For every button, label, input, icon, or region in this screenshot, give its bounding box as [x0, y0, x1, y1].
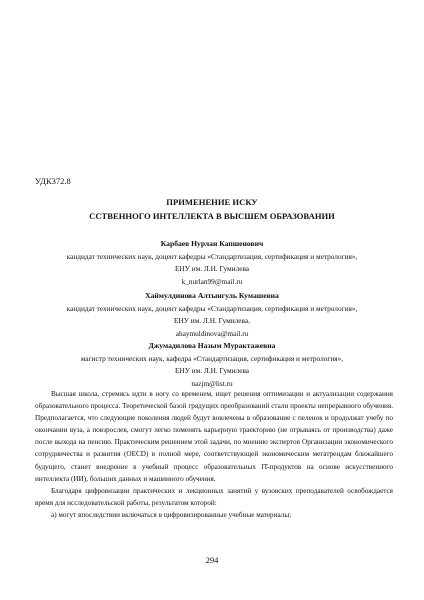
page-number: 294: [205, 555, 219, 565]
author-name: Джумадилова Назым Мурактажевна: [148, 341, 276, 350]
article-body: [35, 388, 393, 521]
author-affiliation: ЕНУ им. Л.Н. Гумилева,: [174, 316, 250, 325]
list-item: а) могут впоследствии включаться в цифровизированные учебные материалы;: [51, 510, 292, 519]
body-paragraph: Благодаря цифровизации практических и лекционных занятий у вузовских преподавателей освобождается время для исследовательской работы, результатом которой:: [35, 486, 393, 507]
author-email: nazjm@list.ru: [191, 378, 233, 388]
author-email: ahaymuldinova@mail.ru: [175, 328, 249, 338]
author-position: кандидат технических наук, доцент кафедры «Стандартизация, сертификация и метрология»,: [66, 251, 358, 261]
author-affiliation: ЕНУ им. Л.Н. Гумилева: [174, 366, 250, 375]
udk-code: УДК372.8: [35, 176, 71, 186]
author-affiliation: ЕНУ им. Л.Н. Гумилева: [174, 264, 250, 273]
title-line-2: ССТВЕННОГО ИНТЕЛЛЕКТА В ВЫСШЕМ ОБРАЗОВАНИИ: [89, 211, 335, 221]
article-title: [0, 195, 424, 223]
author-email: k_nurlan99@mail.ru: [181, 276, 243, 286]
author-block-3: [0, 340, 424, 390]
author-block-1: [0, 238, 424, 288]
title-line-1: ПРИМЕНЕНИЕ ИСКУ: [166, 197, 258, 207]
author-name: Карбаев Нурлан Капшенович: [160, 239, 264, 248]
author-block-2: [0, 290, 424, 340]
author-position: магистр технических наук, кафедра «Стандартизация, сертификация и метрология»,: [80, 353, 344, 363]
author-position: кандидат технических наук, доцент кафедры «Стандартизация, сертификация и метрология»,: [66, 303, 358, 313]
author-name: Хаймулдинова Алтынгуль Кумашевна: [145, 291, 279, 300]
body-paragraph: Высшая школа, стремясь идти в ногу со временем, ищет решения оптимизации и актуализации содержания образовательного процесса. Теоретической базой грядущих преобразований стали проекты непрерывного обучения. Предполагается, что следующие поколения людей будут вовлечены в образование с пеленок и продолжат учебу по окончании вуза, а повзрослев, смогут легко поменять карьерную траекторию (не отрываясь от производства) даже после выхода на пенсию. Практическим решением этой задачи, по мнению экспертов Организации экономического сотрудничества и развития (OECD) в полной мере, соответствующей экономическим мегатрендам ближайшего будущего, станет внедрение в учебный процесс образовательных IT-продуктов на основе искусственного интеллекта (ИИ), больших данных и машинного обучения.: [35, 390, 393, 483]
